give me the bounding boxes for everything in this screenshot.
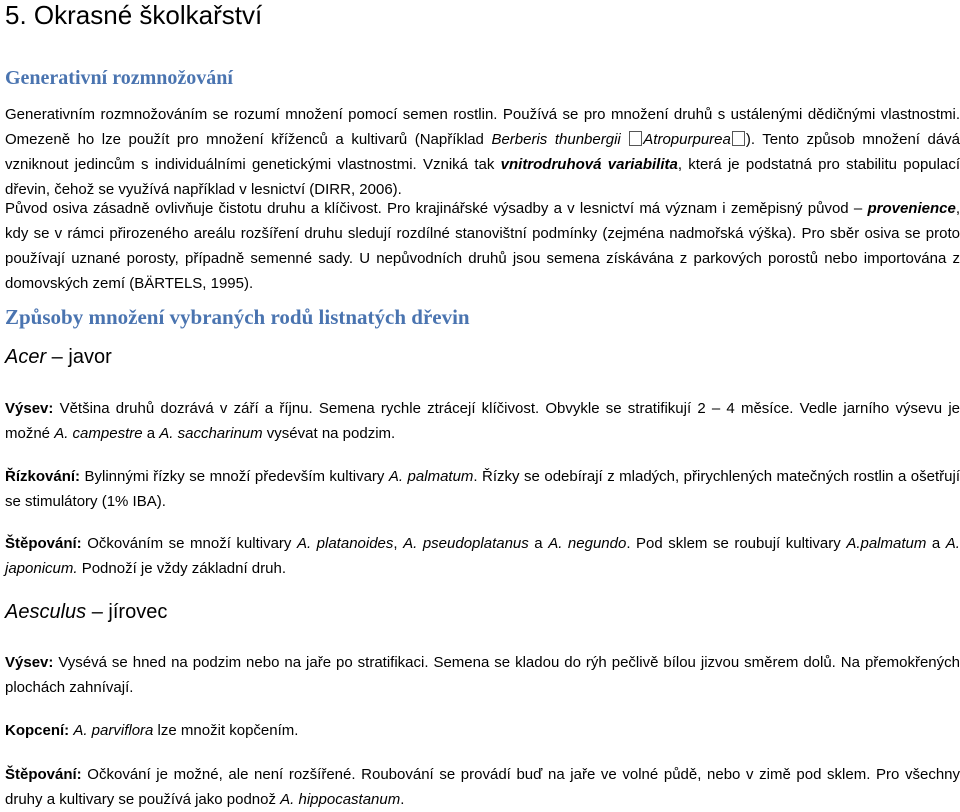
species-name: Berberis thunbergii	[491, 131, 621, 148]
paragraph-aesculus-kopceni: Kopcení: A. parviflora lze množit kopčením.	[5, 722, 299, 739]
missing-glyph-icon	[629, 131, 642, 146]
paragraph-acer-stepovani: Štěpování: Očkováním se množí kultivary A. platanoides, A. pseudoplatanus a A. negundo. Pod sklem se roubují kultivary A.palmatum a A. japonicum. Podnoží je vždy základní druh.	[5, 535, 960, 577]
label-vysev: Výsev:	[5, 400, 54, 417]
term-provenience: provenience	[867, 200, 956, 217]
missing-glyph-icon	[732, 131, 745, 146]
section-heading-generative: Generativní rozmnožování	[5, 67, 233, 89]
label-stepovani: Štěpování:	[5, 766, 82, 783]
genus-heading-acer: Acer – javor	[5, 346, 112, 368]
cultivar-name: Atropurpurea	[643, 131, 731, 148]
paragraph-generative-intro: Generativním rozmnožováním se rozumí množení pomocí semen rostlin. Používá se pro množení druhů s ustálenými dědičnými vlastnostmi. Omezeně ho lze použít pro množení kříženců a kultivarů (Například Berberis thunbergii Atropurpurea ). Tento způsob množení dává vzniknout jedincům s individuálními genetickými vlastnostmi. Vzniká tak vnitrodruhová variabilita, která je podstatná pro stabilitu populací dřevin, čehož se využívá například v lesnictví (DIRR, 2006).	[5, 106, 960, 198]
paragraph-aesculus-stepovani: Štěpování: Očkování je možné, ale není rozšířené. Roubování se provádí buď na jaře ve volné půdě, nebo v zimě pod sklem. Pro všechny druhy a kultivary se používá jako podnož A. hippocastanum.	[5, 766, 960, 808]
genus-heading-aesculus: Aesculus – jírovec	[5, 601, 168, 623]
label-vysev: Výsev:	[5, 654, 54, 671]
paragraph-seed-origin: Původ osiva zásadně ovlivňuje čistotu druhu a klíčivost. Pro krajinářské výsadby a v lesnictví má význam i zeměpisný původ – provenience, kdy se v rámci přirozeného areálu rozšíření druhu sledují rozdílné stanovištní podmínky (zejména nadmořská výška). Pro sběr osiva se proto používají uznané porosty, případně semenné sady. U nepůvodních druhů jsou semena získávána z parkových porostů nebo importována z domovských zemí (BÄRTELS, 1995).	[5, 200, 960, 292]
term-variabilita: vnitrodruhová variabilita	[500, 156, 678, 173]
section-heading-propagation: Způsoby množení vybraných rodů listnatých dřevin	[5, 305, 470, 329]
paragraph-acer-vysev: Výsev: Většina druhů dozrává v září a říjnu. Semena rychle ztrácejí klíčivost. Obvykle se stratifikují 2 – 4 měsíce. Vedle jarního výsevu je možné A. campestre a A. saccharinum vysévat na podzim.	[5, 400, 960, 442]
paragraph-acer-rizkovani: Řízkování: Bylinnými řízky se množí především kultivary A. palmatum. Řízky se odebírají z mladých, přirychlených matečných rostlin a ošetřují se stimulátory (1% IBA).	[5, 468, 960, 510]
label-kopceni: Kopcení:	[5, 722, 70, 739]
paragraph-aesculus-vysev: Výsev: Vysévá se hned na podzim nebo na jaře po stratifikaci. Semena se kladou do rýh pečlivě bílou jizvou směrem dolů. Na přemokřených plochách zahnívají.	[5, 654, 960, 696]
label-stepovani: Štěpování:	[5, 535, 82, 552]
chapter-title: 5. Okrasné školkařství	[5, 0, 263, 30]
label-rizkovani: Řízkování:	[5, 468, 81, 485]
